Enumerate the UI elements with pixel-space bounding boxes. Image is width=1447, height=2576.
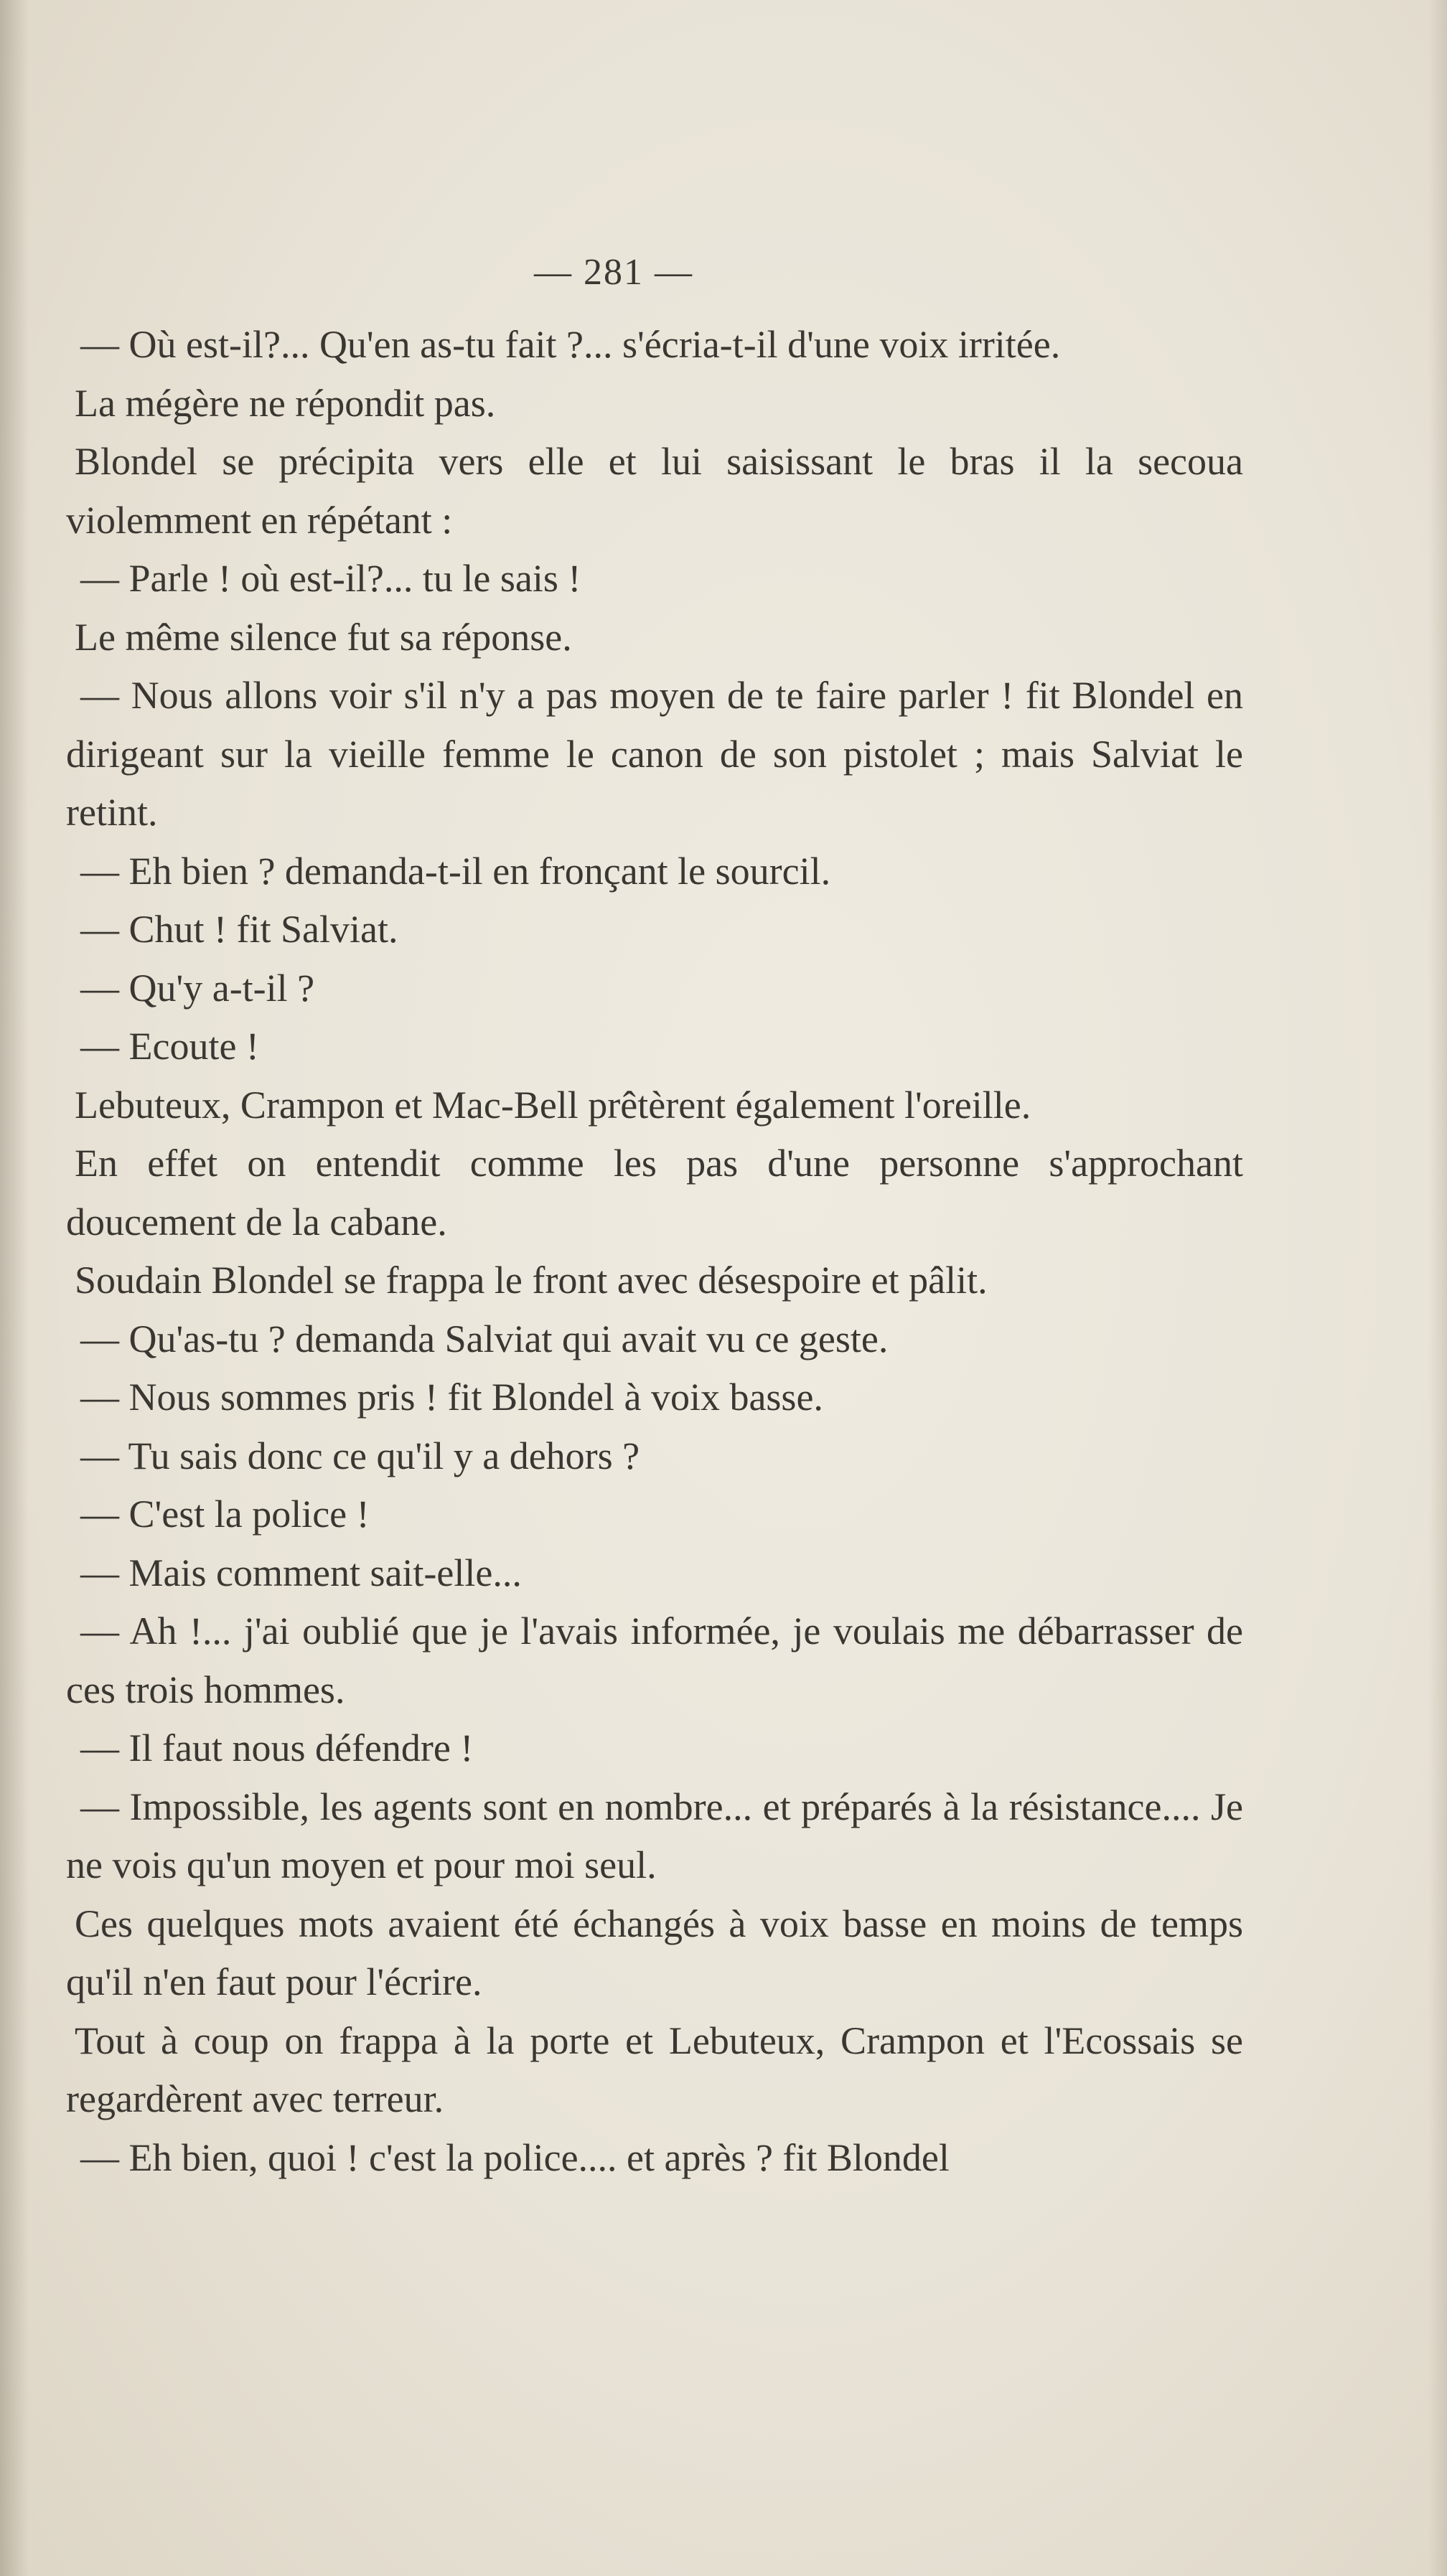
paragraph: — Il faut nous défendre ! — [80, 1726, 474, 1769]
paragraph: Tout à coup on frappa à la porte et Lebuteux, Crampon et l'Ecossais se regardèrent avec terreur. — [66, 2018, 1243, 2120]
paragraph: Ces quelques mots avaient été échangés à voix basse en moins de temps qu'il n'en faut pour l'écrire. — [66, 1902, 1243, 2003]
paragraph: Soudain Blondel se frappa le front avec désespoire et pâlit. — [75, 1259, 988, 1302]
paragraph: — C'est la police ! — [80, 1493, 370, 1536]
paragraph: Blondel se précipita vers elle et lui saisissant le bras il la secoua violemment en répétant : — [66, 440, 1243, 542]
paragraph: — Tu sais donc ce qu'il y a dehors ? — [80, 1434, 640, 1477]
paragraph: — Eh bien ? demanda-t-il en fronçant le sourcil. — [80, 849, 831, 893]
paragraph: — Impossible, les agents sont en nombre... et préparés à la résistance.... Je ne vois qu'un moyen et pour moi seul. — [66, 1785, 1243, 1886]
paragraph: — Qu'as-tu ? demanda Salviat qui avait vu ce geste. — [80, 1317, 889, 1360]
paragraph: — Parle ! où est-il?... tu le sais ! — [80, 557, 581, 600]
paragraph: La mégère ne répondit pas. — [75, 381, 496, 425]
binding-shadow — [0, 0, 29, 2576]
paragraph: — Chut ! fit Salviat. — [80, 908, 398, 951]
paragraph: — Nous allons voir s'il n'y a pas moyen de te faire parler ! fit Blondel en dirigeant sur la vieille femme le canon de son pistolet ; mais Salviat le retint. — [66, 674, 1243, 834]
paragraph: En effet on entendit comme les pas d'une personne s'approchant doucement de la cabane. — [66, 1142, 1243, 1244]
paragraph: — Où est-il?... Qu'en as-tu fait ?... s'écria-t-il d'une voix irritée. — [80, 323, 1061, 366]
paragraph: — Ah !... j'ai oublié que je l'avais informée, je voulais me débarrasser de ces trois hommes. — [66, 1609, 1243, 1711]
paragraph: — Mais comment sait-elle... — [80, 1551, 522, 1594]
page-number: — 281 — — [534, 252, 693, 293]
text-body — [66, 316, 1243, 2187]
page-edge — [1428, 0, 1447, 2576]
paragraph: — Qu'y a-t-il ? — [80, 966, 315, 1010]
paragraph: — Ecoute ! — [80, 1025, 259, 1068]
paragraph: — Nous sommes pris ! fit Blondel à voix basse. — [80, 1376, 823, 1419]
paragraph: — Eh bien, quoi ! c'est la police.... et après ? fit Blondel — [80, 2135, 950, 2179]
paragraph: Lebuteux, Crampon et Mac-Bell prêtèrent également l'oreille. — [75, 1083, 1031, 1127]
paragraph: Le même silence fut sa réponse. — [75, 615, 572, 659]
